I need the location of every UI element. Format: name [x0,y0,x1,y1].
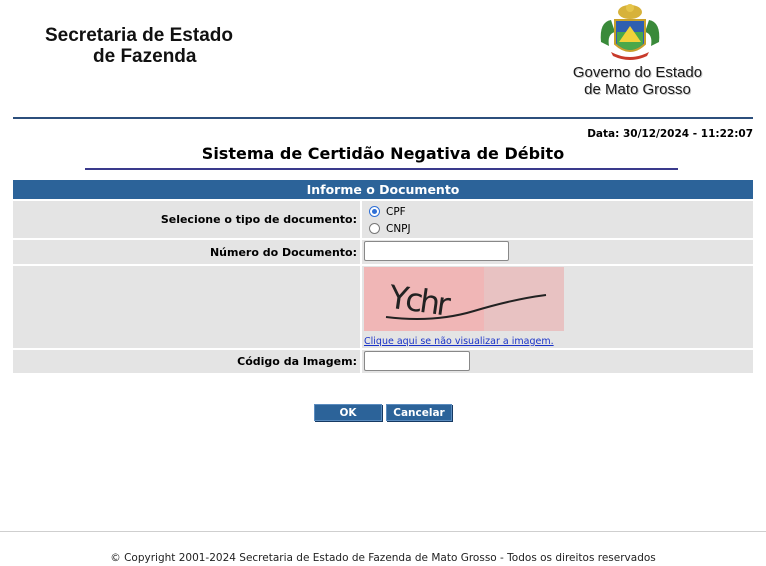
cancel-button[interactable]: Cancelar [386,404,452,421]
doc-number-label: Número do Documento: [13,240,360,264]
gov-line-2: de Mato Grosso [584,81,691,98]
doc-type-label: Selecione o tipo de documento: [13,201,360,238]
captcha-image [364,267,564,331]
radio-label-cpf: CPF [386,205,406,218]
state-coat-of-arms-icon [597,2,663,64]
doc-number-cell [360,240,753,264]
page-header [0,0,766,118]
captcha-row [13,264,753,348]
date-timestamp: Data: 30/12/2024 - 11:22:07 [587,128,753,140]
radio-button-cpf[interactable] [369,206,380,217]
image-code-label: Código da Imagem: [13,350,360,373]
image-code-row [13,348,753,373]
radio-label-cnpj: CNPJ [386,222,411,235]
secretaria-line-1: Secretaria de Estado [45,25,233,46]
header-divider [13,117,753,119]
gov-line-1: Governo do Estado [572,64,703,81]
doc-type-row [13,199,753,238]
page-title: Sistema de Certidão Negativa de Débito [201,144,565,163]
image-code-cell [360,350,753,373]
form-heading: Informe o Documento [13,180,753,199]
captcha-label-cell [13,266,360,348]
captcha-reload-link[interactable]: Clique aqui se não visualizar a imagem. [364,336,554,347]
copyright-footer: © Copyright 2001-2024 Secretaria de Estado de Fazenda de Mato Grosso - Todos os direitos reservados [110,552,656,564]
document-form [13,180,753,373]
image-code-input[interactable] [364,351,470,371]
title-underline [85,168,678,170]
radio-button-cnpj[interactable] [369,223,380,234]
doc-number-row [13,238,753,264]
secretaria-logo-text [45,25,233,67]
radio-option-cpf[interactable] [364,203,753,220]
secretaria-line-2: de Fazenda [93,46,197,67]
governo-logo-text [555,64,720,98]
captcha-text: Ychr [386,277,450,324]
captcha-cell [360,266,753,348]
doc-number-input[interactable] [364,241,509,261]
doc-type-options [360,201,753,238]
footer-divider [0,531,766,532]
ok-button[interactable]: OK [314,404,382,421]
radio-option-cnpj[interactable] [364,220,753,237]
